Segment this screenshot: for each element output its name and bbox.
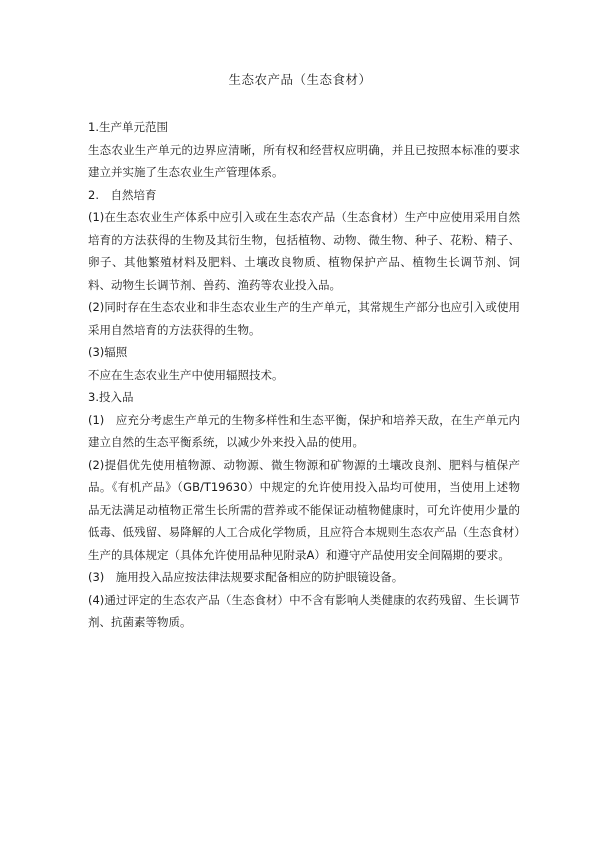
- document-body: [88, 116, 520, 634]
- paragraph-inputs-3: (3) 施用投入品应按法律法规要求配备相应的防护眼镜设备。: [88, 570, 404, 584]
- paragraph-production-unit: 生态农业生产单元的边界应清晰，所有权和经营权应明确，并且已按照本标准的要求建立并实施了生态农业生产管理体系。: [88, 142, 520, 179]
- section-heading-inputs: 3.投入品: [88, 390, 134, 404]
- paragraph-natural-cultivation-2: (2)同时存在生态农业和非生态农业生产的生产单元，其常规生产部分也应引入或使用采用自然培育的方法获得的生物。: [88, 300, 520, 337]
- paragraph-inputs-4: (4)通过评定的生态农产品（生态食材）中不含有影响人类健康的农药残留、生长调节剂、抗菌素等物质。: [88, 592, 520, 629]
- paragraph-inputs-1: (1) 应充分考虑生产单元的生物多样性和生态平衡，保护和培养天敌，在生产单元内建立自然的生态平衡系统，以减少外来投入品的使用。: [88, 412, 520, 449]
- document-title: 生态农产品（生态食材）: [228, 72, 372, 87]
- section-heading-production-unit: 1.生产单元范围: [88, 120, 168, 134]
- paragraph-natural-cultivation-1: (1)在生态农业生产体系中应引入或在生态农产品（生态食材）生产中应使用采用自然培育的方法获得的生物及其衍生物，包括植物、动物、微生物、种子、花粉、精子、卵子、其他繁殖材料及肥料、土壤改良物质、植物保护产品、植物生长调节剂、饲料、动物生长调节剂、兽药、渔药等农业投入品。: [88, 210, 520, 292]
- paragraph-irradiation: 不应在生态农业生产中使用辐照技术。: [88, 367, 284, 382]
- section-heading-natural-cultivation: 2. 自然培育: [88, 187, 157, 202]
- paragraph-inputs-2: (2)提倡优先使用植物源、动物源、微生物源和矿物源的土壤改良剂、肥料与植保产品。《有机产品》（GB/T19630）中规定的允许使用投入品均可使用，当使用上述物品无法满足动植物正常生长所需的营养或不能保证动植物健康时，可允许使用少量的低毒、低残留、易降解的人工合成化学物质，且应符合本规则生态农产品（生态食材）生产的具体规定（具体允许使用品种见附录A）和遵守产品使用安全间隔期的要求。: [88, 457, 520, 562]
- subheading-irradiation: (3)辐照: [88, 345, 128, 359]
